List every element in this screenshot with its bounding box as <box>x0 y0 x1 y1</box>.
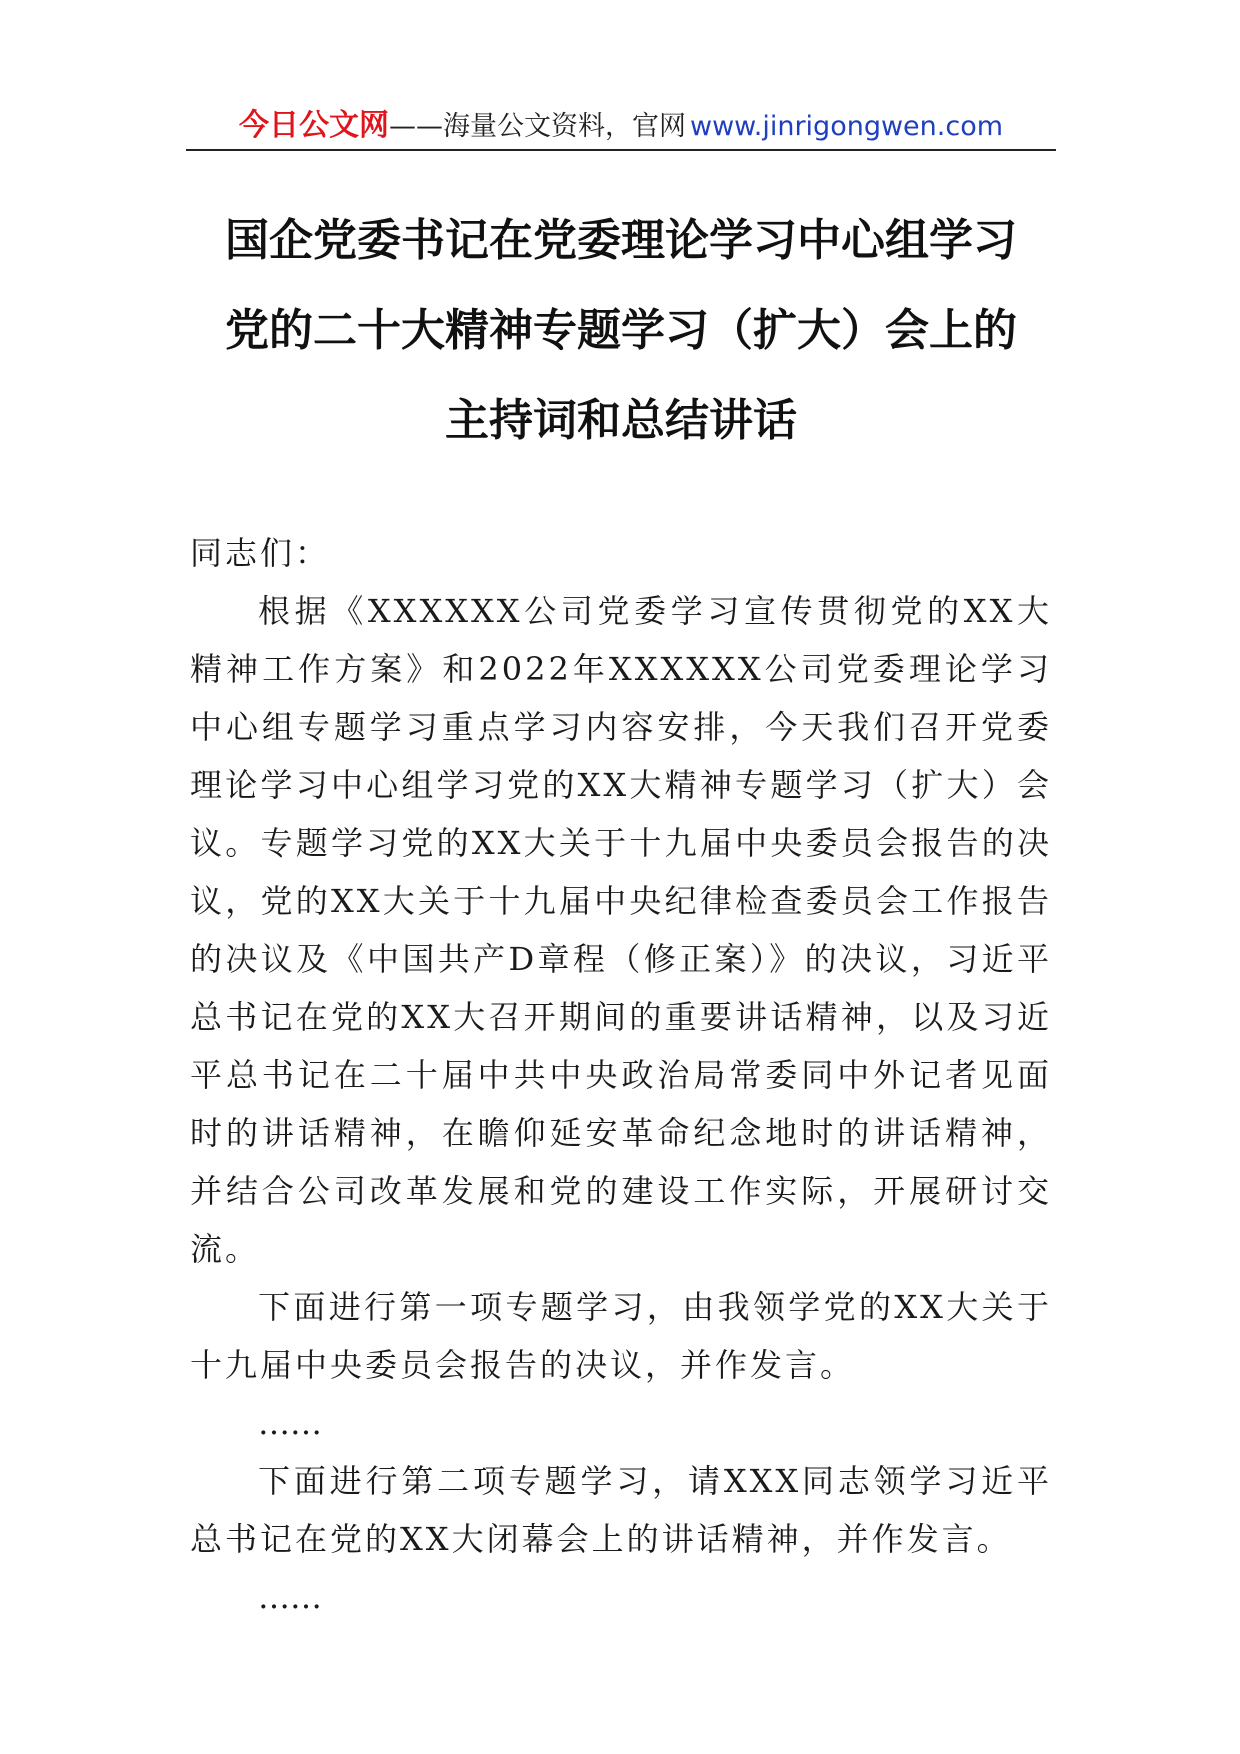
body-paragraph: 下面进行第二项专题学习，请XXX同志领学习近平总书记在党的XX大闭幕会上的讲话精神，并作发言。 <box>190 1462 1052 1558</box>
ellipsis: …… <box>258 1404 322 1442</box>
header-dash: —— <box>388 111 443 142</box>
site-url-link[interactable]: www.jinrigongwen.com <box>689 111 1004 142</box>
title-line: 党的二十大精神专题学习（扩大）会上的 <box>225 305 1017 356</box>
document-title <box>186 196 1056 466</box>
title-line: 主持词和总结讲话 <box>445 395 797 446</box>
salutation: 同志们： <box>190 534 331 572</box>
header-divider <box>186 149 1056 151</box>
document-body <box>190 524 1052 1626</box>
body-paragraph: 根据《XXXXXX公司党委学习宣传贯彻党的XX大精神工作方案》和2022年XXXXXX公司党委理论学习中心组专题学习重点学习内容安排，今天我们召开党委理论学习中心组学习党的XX大精神专题学习（扩大）会议。专题学习党的XX大关于十九届中央委员会报告的决议，党的XX大关于十九届中央纪律检查委员会工作报告的决议及《中国共产D章程（修正案）》的决议，习近平总书记在党的XX大召开期间的重要讲话精神，以及习近平总书记在二十届中共中央政治局常委同中外记者见面时的讲话精神，在瞻仰延安革命纪念地时的讲话精神，并结合公司改革发展和党的建设工作实际，开展研讨交流。 <box>190 592 1052 1268</box>
site-name: 今日公文网 <box>238 108 389 143</box>
body-paragraph: 下面进行第一项专题学习，由我领学党的XX大关于十九届中央委员会报告的决议，并作发言。 <box>190 1288 1052 1384</box>
title-line: 国企党委书记在党委理论学习中心组学习 <box>225 215 1017 266</box>
header-tagline: 海量公文资料，官网 <box>442 111 686 142</box>
ellipsis: …… <box>258 1578 322 1616</box>
page-header <box>186 104 1056 148</box>
